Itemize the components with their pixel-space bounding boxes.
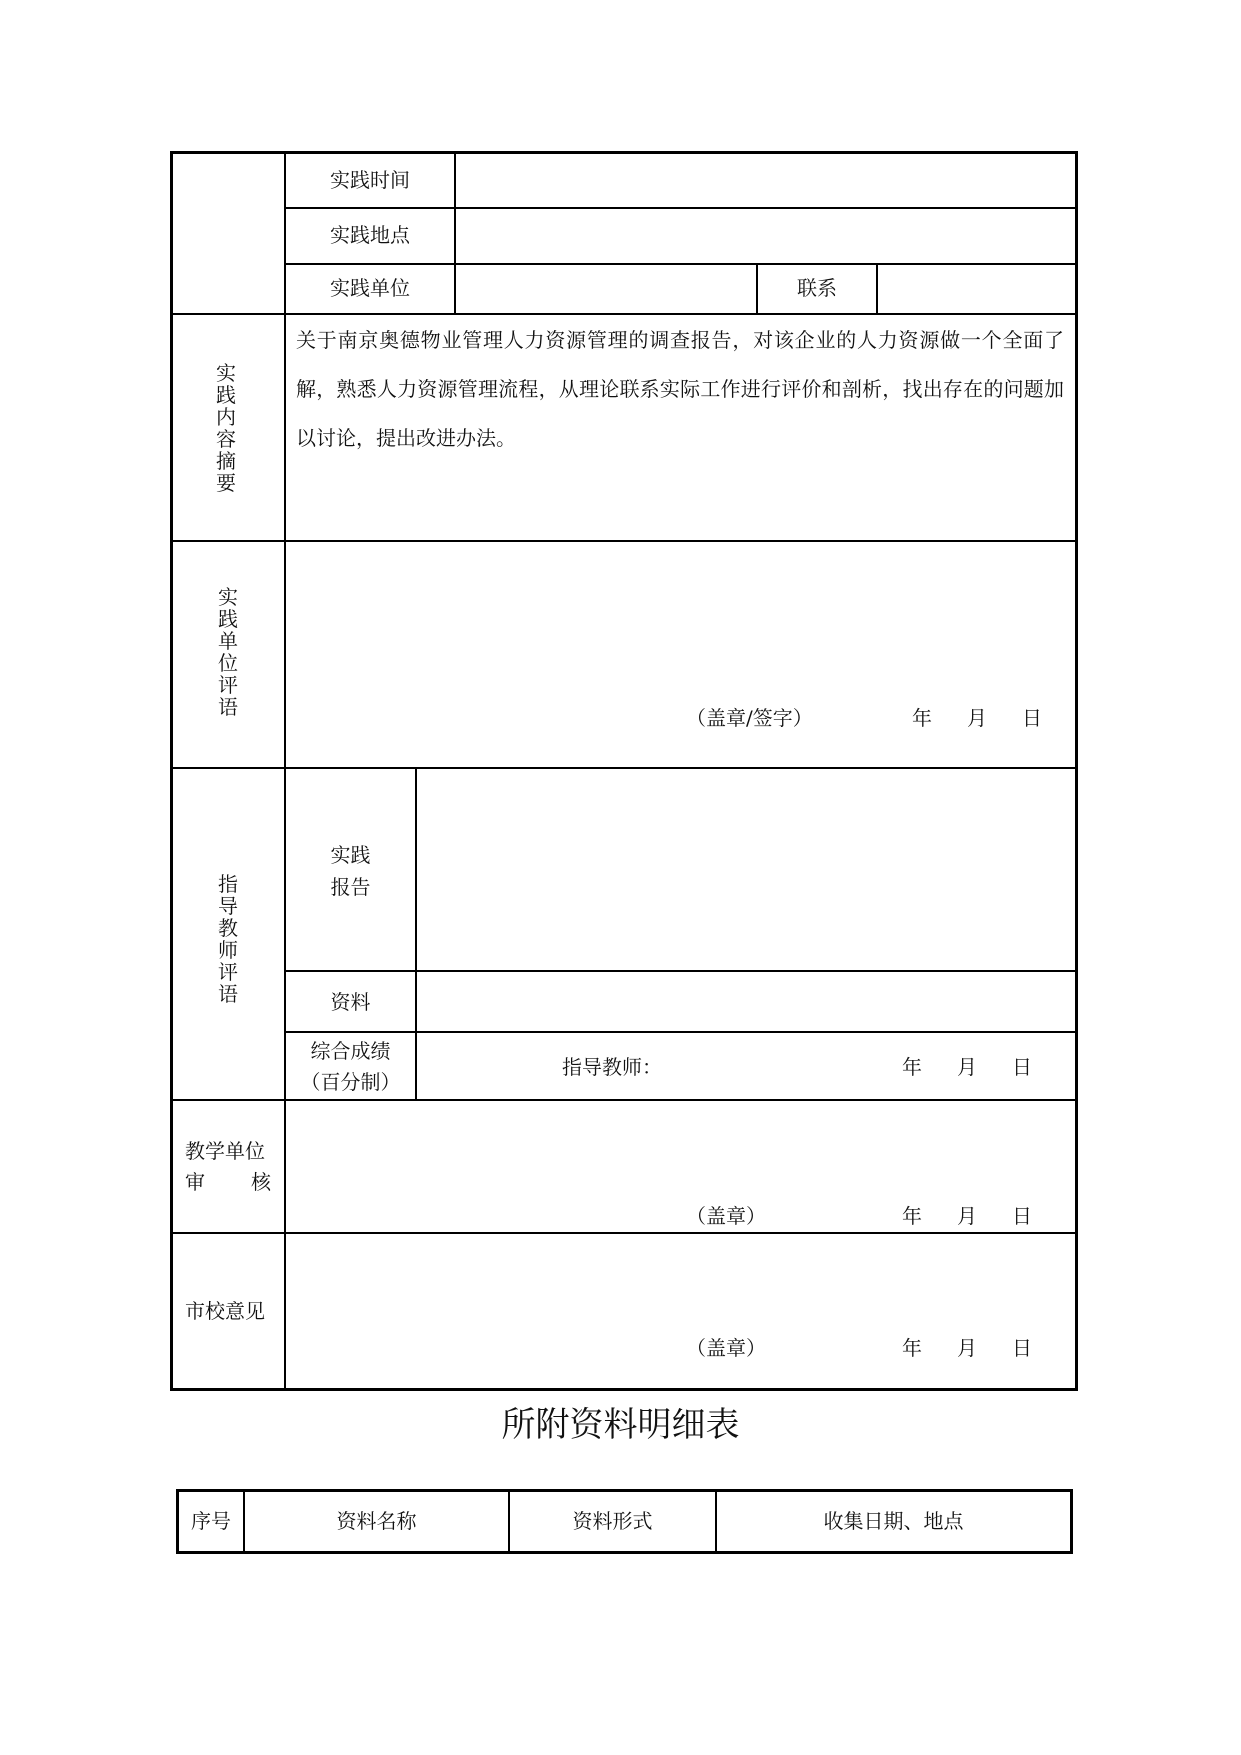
unit-seal-text: （盖章/签字）: [686, 706, 813, 730]
practice-place-field[interactable]: [456, 209, 1074, 262]
table-border-left: [170, 151, 173, 1391]
col-line: [415, 768, 417, 1100]
appendix-header-index: 序号: [191, 1509, 231, 1533]
report-comment-field[interactable]: [418, 770, 1074, 969]
appendix-header-format: 资料形式: [572, 1509, 653, 1533]
teacher-sign-label: 指导教师：: [562, 1055, 662, 1079]
appendix-title: 所附资料明细表: [501, 1405, 740, 1445]
practice-time-label: 实践时间: [330, 168, 410, 192]
date-day: 日: [1012, 1204, 1032, 1228]
appendix-border-bottom: [176, 1551, 1073, 1554]
dept-label-line2a: 审: [185, 1170, 205, 1194]
city-opinion-label: 市校意见: [185, 1299, 265, 1323]
grade-label-line1: 综合成绩: [310, 1039, 391, 1063]
date-month: 月: [957, 1055, 977, 1079]
row-line: [171, 313, 1075, 315]
row-line: [171, 767, 1075, 769]
grade-label-line2: （百分制）: [300, 1070, 401, 1094]
date-day: 日: [1012, 1336, 1032, 1360]
appendix-header-name: 资料名称: [336, 1509, 417, 1533]
date-day: 日: [1022, 706, 1042, 730]
table-border-right: [1075, 151, 1078, 1391]
report-label-line2: 报告: [330, 875, 371, 899]
dept-label-line2b: 核: [251, 1170, 271, 1194]
date-month: 月: [957, 1204, 977, 1228]
materials-label: 资料: [330, 990, 371, 1014]
contact-label: 联系: [797, 276, 837, 300]
materials-comment-field[interactable]: [418, 972, 1074, 1030]
unit-comment-label: 实践单位评语: [218, 585, 238, 719]
date-year: 年: [902, 1204, 922, 1228]
city-opinion-field[interactable]: [287, 1234, 1074, 1334]
teacher-comment-label: 指导教师评语: [218, 872, 238, 1006]
date-month: 月: [957, 1336, 977, 1360]
report-label-line1: 实践: [330, 843, 371, 867]
unit-comment-field[interactable]: [287, 543, 1074, 703]
date-year: 年: [902, 1055, 922, 1079]
dept-label-line1: 教学单位: [185, 1139, 265, 1163]
date-year: 年: [902, 1336, 922, 1360]
practice-unit-label: 实践单位: [330, 276, 410, 300]
date-month: 月: [967, 706, 987, 730]
summary-text: 关于南京奥德物业管理人力资源管理的调查报告，对该企业的人力资源做一个全面了解，熟悉人力资源管理流程，从理论联系实际工作进行评价和剖析，找出存在的问题加以讨论，提出改进办法。: [296, 328, 1064, 450]
practice-time-field[interactable]: [456, 153, 1074, 206]
appendix-header-date-place: 收集日期、地点: [823, 1509, 964, 1533]
practice-place-label: 实践地点: [330, 223, 410, 247]
date-day: 日: [1012, 1055, 1032, 1079]
row-line: [171, 540, 1075, 542]
row-line: [285, 1031, 1075, 1033]
appendix-border-right: [1070, 1489, 1073, 1554]
contact-field[interactable]: [878, 265, 1074, 312]
label-column-divider: [284, 152, 286, 1388]
dept-seal-text: （盖章）: [686, 1204, 766, 1228]
appendix-border-top: [176, 1489, 1073, 1492]
date-year: 年: [912, 706, 932, 730]
practice-unit-field[interactable]: [456, 265, 755, 312]
dept-review-field[interactable]: [287, 1101, 1074, 1201]
table-border-bottom: [170, 1388, 1078, 1391]
city-seal-text: （盖章）: [686, 1336, 766, 1360]
summary-label: 实践内容摘要: [216, 361, 236, 495]
